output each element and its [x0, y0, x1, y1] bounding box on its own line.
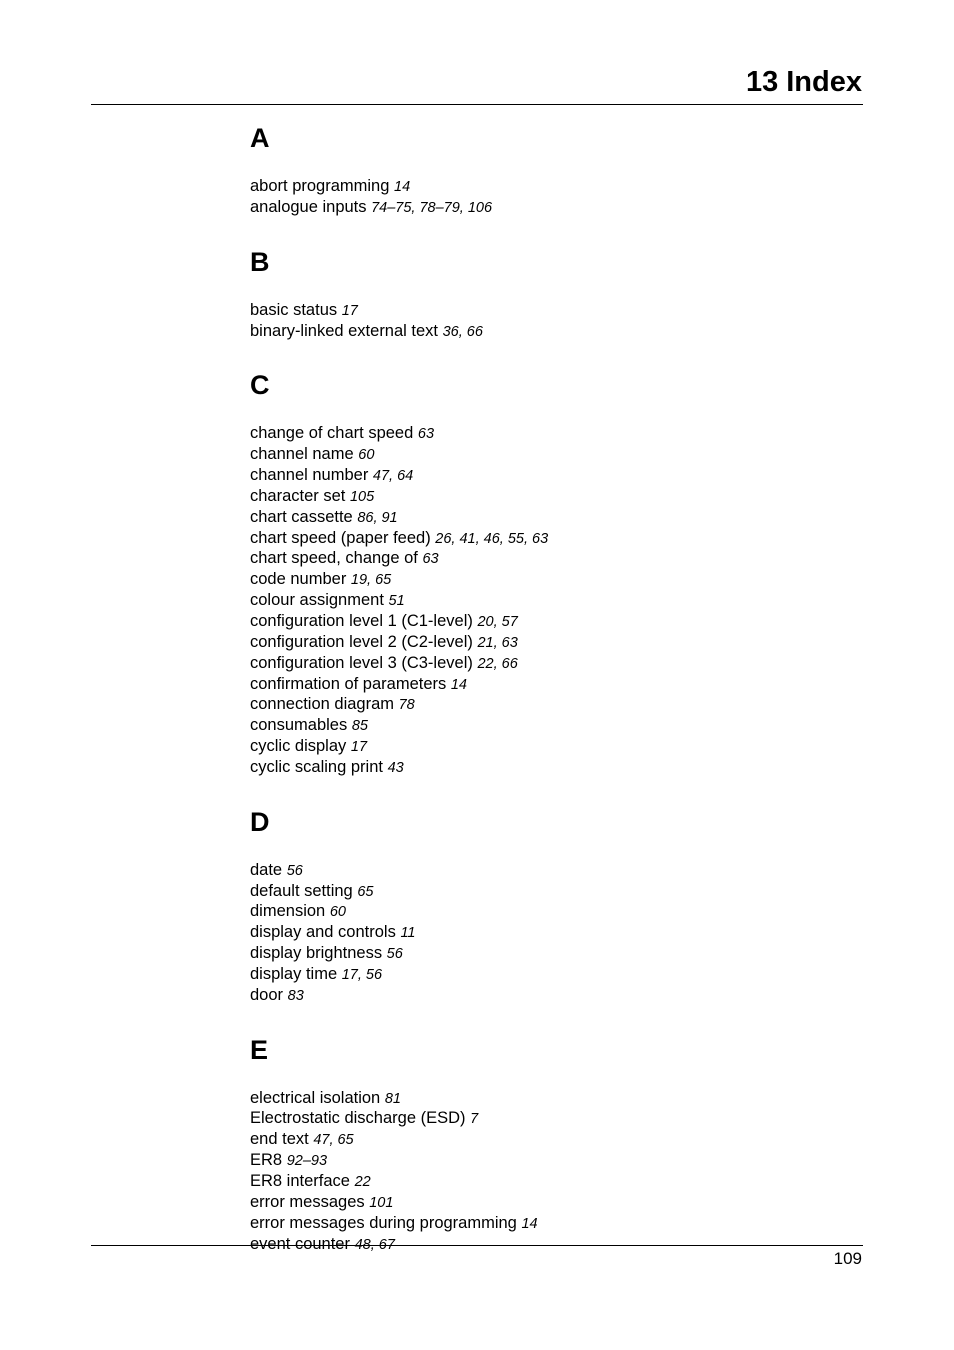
index-list — [250, 118, 850, 1278]
index-entry — [250, 1088, 850, 1109]
entry-list — [250, 176, 850, 218]
entry-pages[interactable]: 17, 56 — [341, 966, 383, 983]
entry-pages[interactable]: 56 — [286, 862, 303, 879]
entry-list — [250, 423, 850, 777]
entry-pages[interactable]: 92–93 — [286, 1153, 328, 1170]
index-entry — [250, 757, 850, 778]
index-entry — [250, 1192, 850, 1213]
page-number: 109 — [833, 1249, 862, 1268]
entry-pages[interactable]: 56 — [386, 946, 403, 963]
index-entry — [250, 321, 850, 342]
entry-term: confirmation of parameters — [250, 674, 447, 693]
entry-pages[interactable]: 60 — [358, 447, 375, 464]
header-rule — [91, 104, 863, 105]
entry-term: cyclic display — [250, 737, 347, 756]
entry-term: event counter — [250, 1234, 350, 1253]
entry-term: binary-linked external text — [250, 321, 439, 340]
index-entry — [250, 569, 850, 590]
entry-pages[interactable]: 14 — [394, 179, 411, 195]
index-entry — [250, 1129, 850, 1150]
index-entry — [250, 964, 850, 985]
entry-term: display time — [250, 964, 338, 983]
entry-term: chart speed (paper feed) — [250, 528, 431, 547]
chapter-title: 13 Index — [745, 66, 862, 98]
index-entry — [250, 197, 850, 218]
index-entry — [250, 922, 850, 943]
entry-pages[interactable]: 47, 64 — [372, 468, 414, 485]
index-entry — [250, 1150, 850, 1171]
index-entry — [250, 736, 850, 757]
entry-pages[interactable]: 17 — [350, 739, 368, 756]
entry-term: channel name — [250, 445, 354, 464]
entry-pages[interactable]: 85 — [351, 718, 368, 735]
entry-pages[interactable]: 22 — [354, 1174, 371, 1190]
entry-term: end text — [250, 1130, 309, 1149]
entry-pages[interactable]: 83 — [287, 987, 304, 1004]
index-entry — [250, 860, 850, 881]
entry-pages[interactable]: 81 — [384, 1090, 401, 1107]
index-entry — [250, 694, 850, 715]
entry-pages[interactable]: 51 — [388, 593, 405, 610]
entry-term: colour assignment — [250, 591, 384, 610]
entry-list — [250, 860, 850, 1006]
entry-term: change of chart speed — [250, 424, 414, 443]
entry-term: connection diagram — [250, 695, 395, 714]
entry-term: configuration level 1 (C1-level) — [250, 611, 473, 630]
entry-pages[interactable]: 26, 41, 46, 55, 63 — [435, 530, 549, 547]
entry-term: error messages during programming — [250, 1213, 517, 1232]
entry-term: error messages — [250, 1192, 365, 1211]
index-entry — [250, 611, 850, 632]
entry-term: chart speed, change of — [250, 549, 418, 568]
entry-pages[interactable]: 101 — [369, 1194, 394, 1211]
entry-term: default setting — [250, 881, 353, 900]
entry-pages[interactable]: 105 — [349, 488, 375, 505]
index-entry — [250, 715, 850, 736]
entry-term: configuration level 3 (C3-level) — [250, 653, 473, 672]
entry-pages[interactable]: 63 — [422, 551, 439, 568]
entry-pages[interactable]: 14 — [450, 676, 467, 693]
entry-pages[interactable]: 47, 65 — [313, 1132, 354, 1149]
index-entry — [250, 507, 850, 528]
entry-term: display and controls — [250, 923, 396, 942]
index-section-a — [250, 118, 850, 218]
index-entry — [250, 881, 850, 902]
index-section-d — [250, 802, 850, 1006]
entry-pages[interactable]: 63 — [417, 426, 435, 443]
entry-term: analogue inputs — [250, 197, 367, 216]
entry-term: ER8 — [250, 1151, 283, 1170]
entry-term: door — [250, 985, 284, 1004]
entry-term: basic status — [250, 300, 338, 319]
entry-pages[interactable]: 65 — [357, 883, 374, 900]
entry-pages[interactable]: 21, 63 — [477, 634, 518, 651]
entry-pages[interactable]: 19, 65 — [350, 572, 392, 589]
section-letter: D — [250, 806, 270, 837]
index-entry — [250, 1171, 850, 1192]
entry-term: character set — [250, 486, 346, 505]
entry-term: abort programming — [250, 177, 390, 195]
entry-term: display brightness — [250, 944, 383, 963]
entry-pages[interactable]: 14 — [521, 1215, 538, 1232]
index-entry — [250, 901, 850, 922]
index-entry — [250, 590, 850, 611]
entry-term: configuration level 2 (C2-level) — [250, 632, 473, 651]
entry-pages[interactable]: 48, 67 — [354, 1236, 395, 1253]
entry-term: electrical isolation — [250, 1088, 381, 1107]
index-entry — [250, 486, 850, 507]
entry-term: consumables — [250, 716, 348, 735]
entry-term: channel number — [250, 466, 369, 485]
section-letter: B — [250, 246, 270, 277]
index-entry — [250, 548, 850, 569]
entry-pages[interactable]: 11 — [400, 925, 416, 942]
entry-term: date — [250, 860, 283, 879]
entry-pages[interactable]: 7 — [470, 1111, 479, 1128]
entry-term: dimension — [250, 902, 326, 921]
entry-pages[interactable]: 60 — [329, 904, 346, 921]
index-section-c — [250, 365, 850, 777]
index-entry — [250, 1234, 850, 1255]
index-entry — [250, 176, 850, 197]
index-entry — [250, 985, 850, 1006]
entry-term: ER8 interface — [250, 1172, 350, 1190]
section-letter: C — [250, 370, 270, 401]
index-section-b — [250, 242, 850, 342]
entry-term: code number — [250, 570, 347, 589]
index-entry — [250, 674, 850, 695]
entry-term: cyclic scaling print — [250, 757, 383, 776]
entry-pages[interactable]: 36, 66 — [442, 323, 483, 340]
entry-term: Electrostatic discharge (ESD) — [250, 1109, 466, 1128]
index-entry — [250, 444, 850, 465]
entry-term: chart cassette — [250, 507, 353, 526]
entry-list — [250, 300, 850, 342]
index-entry — [250, 300, 850, 321]
entry-pages[interactable]: 74–75, 78–79, 106 — [371, 199, 493, 216]
entry-pages[interactable]: 86, 91 — [357, 509, 398, 526]
entry-pages[interactable]: 78 — [398, 697, 415, 714]
entry-pages[interactable]: 17 — [341, 302, 358, 319]
entry-list — [250, 1088, 850, 1255]
index-entry — [250, 653, 850, 674]
entry-pages[interactable]: 20, 57 — [477, 613, 518, 630]
index-entry — [250, 1213, 850, 1234]
index-entry — [250, 423, 850, 444]
entry-pages[interactable]: 43 — [387, 759, 404, 776]
section-letter: A — [250, 123, 270, 153]
index-entry — [250, 528, 850, 549]
entry-pages[interactable]: 22, 66 — [477, 655, 518, 672]
index-entry — [250, 465, 850, 486]
footer-rule — [91, 1245, 863, 1246]
index-entry — [250, 943, 850, 964]
index-section-e — [250, 1030, 850, 1255]
index-entry — [250, 632, 850, 653]
section-letter: E — [250, 1034, 269, 1065]
index-entry — [250, 1108, 850, 1129]
